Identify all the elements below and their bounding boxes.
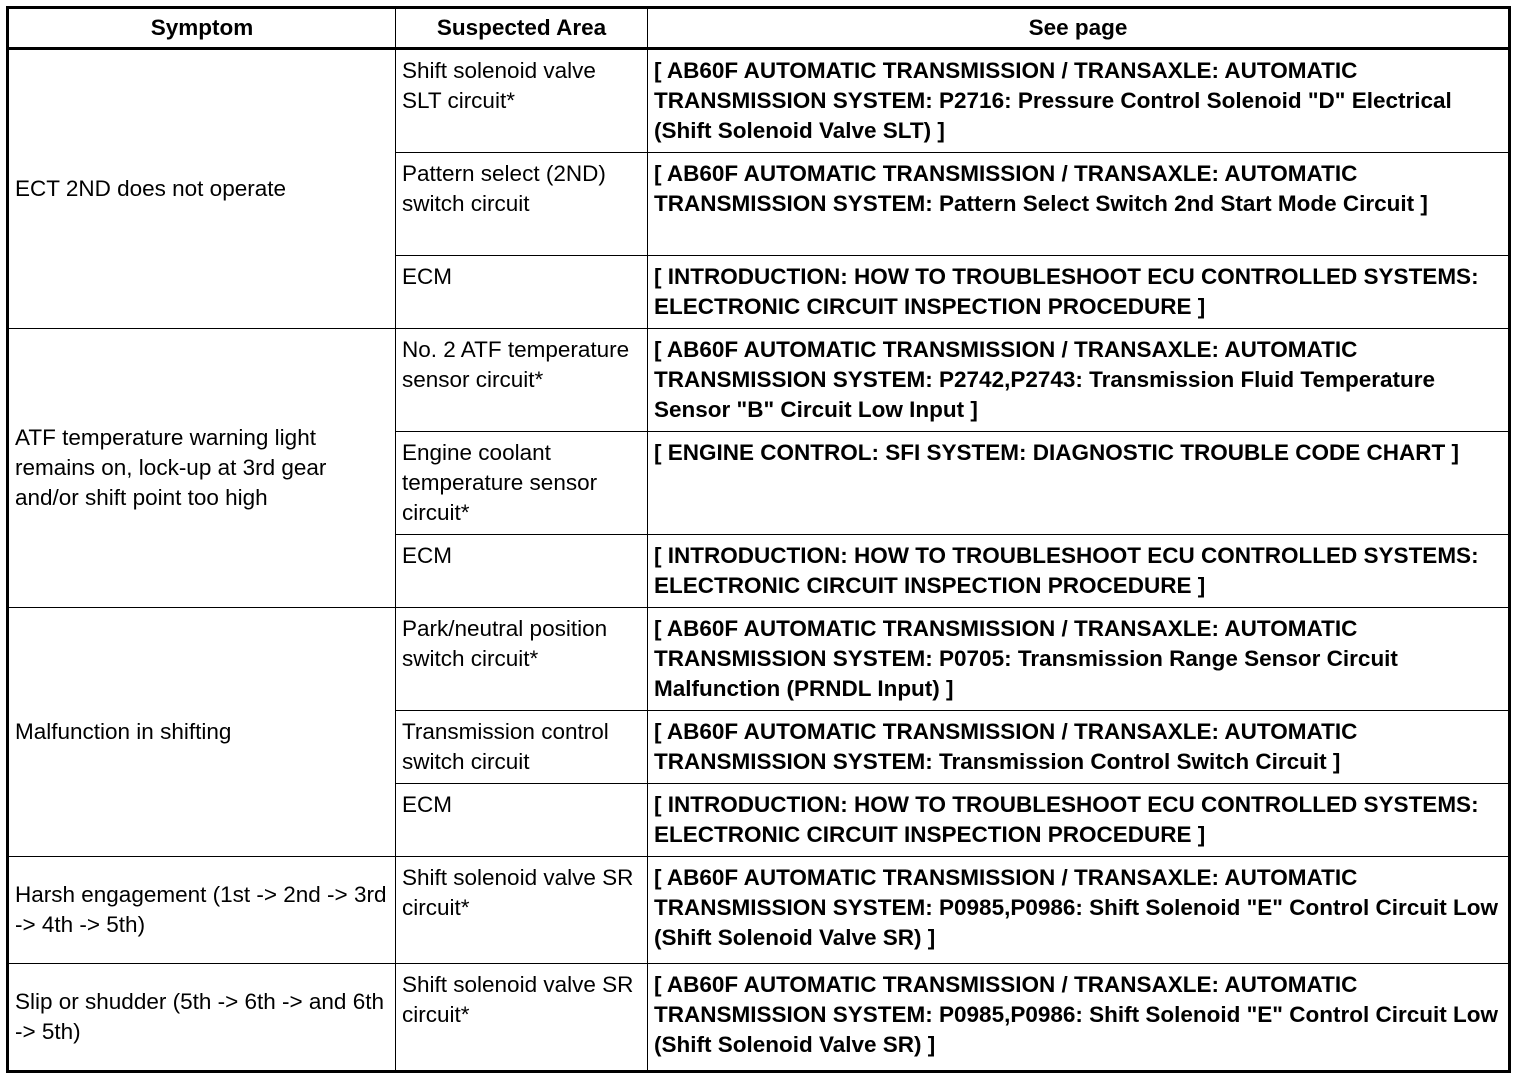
- suspected-area-cell: ECM: [396, 256, 648, 329]
- symptom-cell: ECT 2ND does not operate: [8, 49, 396, 329]
- suspected-area-cell: Shift solenoid valve SR circuit*: [396, 964, 648, 1072]
- symptom-cell: Slip or shudder (5th -> 6th -> and 6th -> 5th): [8, 964, 396, 1072]
- troubleshooting-table: [6, 6, 1511, 1073]
- table-row: [8, 608, 1510, 711]
- see-page-link[interactable]: [ AB60F AUTOMATIC TRANSMISSION / TRANSAXLE: AUTOMATIC TRANSMISSION SYSTEM: P0985,P0986: Shift Solenoid "E" Control Circuit Low (Shift Solenoid Valve SR) ]: [648, 857, 1510, 964]
- suspected-area-cell: Engine coolant temperature sensor circuit*: [396, 432, 648, 535]
- table-row: [8, 329, 1510, 432]
- suspected-area-cell: Pattern select (2ND) switch circuit: [396, 153, 648, 256]
- see-page-link[interactable]: [ AB60F AUTOMATIC TRANSMISSION / TRANSAXLE: AUTOMATIC TRANSMISSION SYSTEM: P2742,P2743: Transmission Fluid Temperature Sensor "B" Circuit Low Input ]: [648, 329, 1510, 432]
- header-symptom: Symptom: [8, 8, 396, 49]
- see-page-link[interactable]: [ AB60F AUTOMATIC TRANSMISSION / TRANSAXLE: AUTOMATIC TRANSMISSION SYSTEM: Transmission Control Switch Circuit ]: [648, 711, 1510, 784]
- see-page-link[interactable]: [ INTRODUCTION: HOW TO TROUBLESHOOT ECU CONTROLLED SYSTEMS: ELECTRONIC CIRCUIT INSPECTION PROCEDURE ]: [648, 535, 1510, 608]
- header-see-page: See page: [648, 8, 1510, 49]
- suspected-area-cell: No. 2 ATF temperature sensor circuit*: [396, 329, 648, 432]
- see-page-link[interactable]: [ AB60F AUTOMATIC TRANSMISSION / TRANSAXLE: AUTOMATIC TRANSMISSION SYSTEM: P0705: Transmission Range Sensor Circuit Malfunction (PRNDL Input) ]: [648, 608, 1510, 711]
- table-row: [8, 49, 1510, 153]
- table-row: [8, 964, 1510, 1072]
- table-row: [8, 857, 1510, 964]
- see-page-link[interactable]: [ AB60F AUTOMATIC TRANSMISSION / TRANSAXLE: AUTOMATIC TRANSMISSION SYSTEM: P2716: Pressure Control Solenoid "D" Electrical (Shift Solenoid Valve SLT) ]: [648, 49, 1510, 153]
- see-page-link[interactable]: [ AB60F AUTOMATIC TRANSMISSION / TRANSAXLE: AUTOMATIC TRANSMISSION SYSTEM: Pattern Select Switch 2nd Start Mode Circuit ]: [648, 153, 1510, 256]
- suspected-area-cell: Transmission control switch circuit: [396, 711, 648, 784]
- symptom-cell: Malfunction in shifting: [8, 608, 396, 857]
- see-page-link[interactable]: [ AB60F AUTOMATIC TRANSMISSION / TRANSAXLE: AUTOMATIC TRANSMISSION SYSTEM: P0985,P0986: Shift Solenoid "E" Control Circuit Low (Shift Solenoid Valve SR) ]: [648, 964, 1510, 1072]
- suspected-area-cell: Shift solenoid valve SLT circuit*: [396, 49, 648, 153]
- suspected-area-cell: Shift solenoid valve SR circuit*: [396, 857, 648, 964]
- see-page-link[interactable]: [ ENGINE CONTROL: SFI SYSTEM: DIAGNOSTIC TROUBLE CODE CHART ]: [648, 432, 1510, 535]
- header-suspected-area: Suspected Area: [396, 8, 648, 49]
- symptom-cell: ATF temperature warning light remains on, lock-up at 3rd gear and/or shift point too high: [8, 329, 396, 608]
- see-page-link[interactable]: [ INTRODUCTION: HOW TO TROUBLESHOOT ECU CONTROLLED SYSTEMS: ELECTRONIC CIRCUIT INSPECTION PROCEDURE ]: [648, 256, 1510, 329]
- see-page-link[interactable]: [ INTRODUCTION: HOW TO TROUBLESHOOT ECU CONTROLLED SYSTEMS: ELECTRONIC CIRCUIT INSPECTION PROCEDURE ]: [648, 784, 1510, 857]
- symptom-cell: Harsh engagement (1st -> 2nd -> 3rd -> 4th -> 5th): [8, 857, 396, 964]
- header-row: [8, 8, 1510, 49]
- suspected-area-cell: ECM: [396, 535, 648, 608]
- suspected-area-cell: ECM: [396, 784, 648, 857]
- suspected-area-cell: Park/neutral position switch circuit*: [396, 608, 648, 711]
